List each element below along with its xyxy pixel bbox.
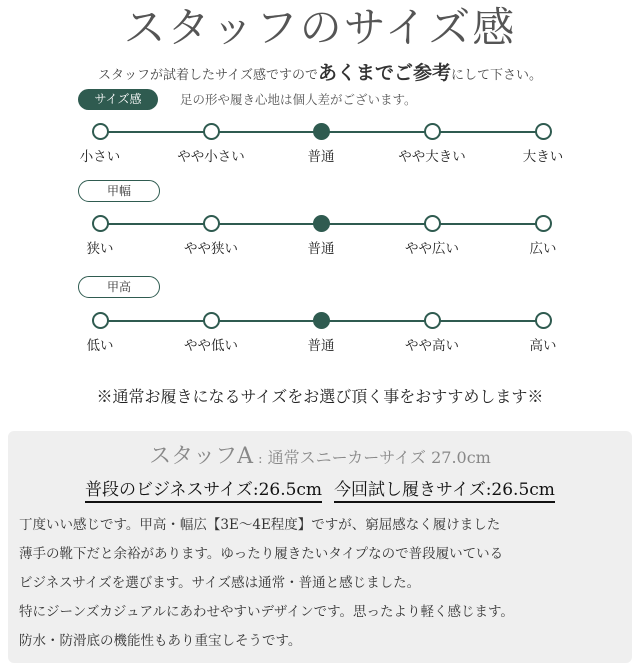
- comment-line: 薄手の靴下だと余裕があります。ゆったり履きたいタイプなので普段履いている: [19, 546, 504, 562]
- comment-line: 特にジーンズカジュアルにあわせやすいデザインです。思ったより軽く感じます。: [19, 604, 514, 620]
- intro-before: スタッフが試着したサイズ感ですので: [98, 68, 318, 83]
- recommendation-note: ※通常お履きになるサイズをお選び頂く事をおすすめします※: [96, 387, 544, 406]
- scale-dot: [203, 312, 220, 329]
- scale-label: やや小さい: [177, 149, 245, 165]
- intro-note: [0, 60, 640, 89]
- scale-size-feel: [0, 123, 640, 173]
- scale-label: 普通: [307, 149, 335, 165]
- scale-dot: [203, 123, 220, 140]
- tried-size: 今回試し履きサイズ:26.5cm: [334, 480, 555, 503]
- scale-label: 大きい: [522, 149, 564, 165]
- scale-label: やや狭い: [184, 241, 238, 257]
- scale-label: やや高い: [405, 338, 459, 354]
- staff-separator: :: [258, 452, 263, 467]
- scale-label: 狭い: [86, 241, 114, 257]
- scale-label: やや低い: [184, 338, 238, 354]
- badge-instep-height: 甲高: [78, 276, 160, 298]
- scale-dot: [535, 123, 552, 140]
- scale-dot: [313, 312, 330, 329]
- scale-label: やや大きい: [398, 149, 466, 165]
- scale-label: 低い: [86, 338, 114, 354]
- scale-dot: [92, 215, 109, 232]
- comment-line: 防水・防滑底の機能性もあり重宝しそうです。: [19, 633, 302, 649]
- scale-dot: [313, 123, 330, 140]
- comment-line: 丁度いい感じです。甲高・幅広【3E～4E程度】ですが、窮屈感なく履けました: [19, 517, 501, 533]
- scale-label: 小さい: [79, 149, 121, 165]
- page-title: スタッフのサイズ感: [123, 3, 517, 52]
- disclaimer: 足の形や履き心地は個人差がございます。: [180, 92, 417, 107]
- comment-line: ビジネスサイズを選びます。サイズ感は通常・普通と感じました。: [19, 575, 421, 591]
- scale-instep-width: [0, 215, 640, 265]
- scale-label: 高い: [529, 338, 557, 354]
- scale-dot: [313, 215, 330, 232]
- scale-dot: [535, 312, 552, 329]
- size-summary: [8, 475, 632, 500]
- usual-size-label: 通常スニーカーサイズ: [267, 448, 426, 467]
- business-size: 普段のビジネスサイズ:26.5cm: [85, 480, 322, 503]
- staff-name: スタッフA: [149, 444, 254, 469]
- scale-dot: [535, 215, 552, 232]
- scale-dot: [203, 215, 220, 232]
- scale-dot: [424, 215, 441, 232]
- intro-after: にして下さい。: [450, 68, 542, 83]
- staff-comment: [19, 511, 629, 656]
- intro-emphasis: あくまでご参考: [317, 62, 451, 84]
- scale-dot: [424, 123, 441, 140]
- staff-header: [8, 439, 632, 470]
- usual-size-value: 27.0cm: [431, 448, 491, 467]
- badge-instep-width: 甲幅: [78, 180, 160, 202]
- scale-dot: [92, 312, 109, 329]
- scale-label: やや広い: [405, 241, 459, 257]
- badge-size-feel: サイズ感: [78, 89, 158, 110]
- scale-dot: [92, 123, 109, 140]
- scale-dot: [424, 312, 441, 329]
- scale-label: 広い: [529, 241, 557, 257]
- scale-label: 普通: [307, 338, 335, 354]
- scale-instep-height: [0, 312, 640, 362]
- staff-panel: [8, 431, 632, 663]
- scale-label: 普通: [307, 241, 335, 257]
